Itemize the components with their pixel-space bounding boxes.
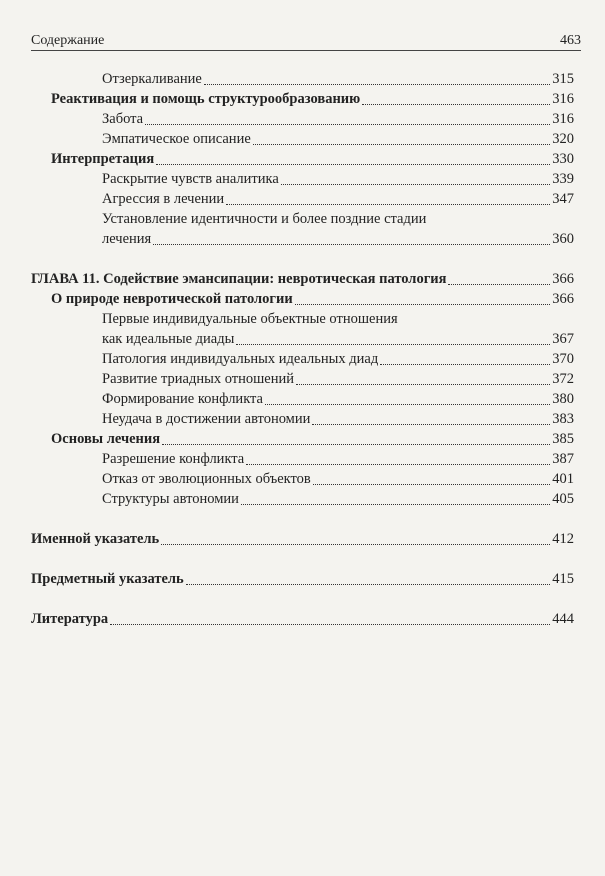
- dot-leader: [312, 424, 550, 425]
- toc-entry-page: 385: [552, 431, 574, 447]
- toc-entry-title: лечения: [102, 231, 152, 247]
- toc-entry-title: Эмпатическое описание: [102, 131, 251, 147]
- toc-entry-title: Патология индивидуальных идеальных диад: [102, 351, 379, 367]
- running-header-title: Содержание: [31, 33, 105, 48]
- dot-leader: [236, 344, 550, 345]
- toc-entry: [0, 530, 574, 550]
- toc-entry: [0, 290, 574, 310]
- toc-entry-page: 401: [552, 471, 574, 487]
- toc-entry-page: 366: [552, 271, 574, 287]
- dot-leader: [186, 584, 551, 585]
- toc-entry-page: 387: [552, 451, 574, 467]
- toc-entry: [0, 270, 574, 290]
- toc-entry: [0, 390, 574, 410]
- toc-entry: [0, 430, 574, 450]
- toc-entry-page: 412: [552, 531, 574, 547]
- dot-leader: [246, 464, 550, 465]
- toc-entry: [0, 110, 574, 130]
- dot-leader: [226, 204, 550, 205]
- toc-entry: [0, 130, 574, 150]
- toc-entry-title: как идеальные диады: [102, 331, 235, 347]
- toc-entry-title: Литература: [31, 611, 109, 627]
- dot-leader: [162, 444, 550, 445]
- toc-entry-page: 320: [552, 131, 574, 147]
- toc-entry-title: Предметный указатель: [31, 571, 184, 587]
- toc-entry-page: 367: [552, 331, 574, 347]
- dot-leader: [295, 304, 551, 305]
- toc-entry-title: Забота: [102, 111, 144, 127]
- running-header: [31, 30, 581, 51]
- toc-entry: [0, 210, 574, 250]
- toc-entry-page: 330: [552, 151, 574, 167]
- toc-entry-page: 315: [552, 71, 574, 87]
- dot-leader: [448, 284, 550, 285]
- toc-entry: [0, 570, 574, 590]
- toc-entry-page: 405: [552, 491, 574, 507]
- toc-entry: [0, 350, 574, 370]
- toc-entry: [0, 190, 574, 210]
- toc-entry-page: 372: [552, 371, 574, 387]
- toc-entry: [0, 150, 574, 170]
- toc-entry-page: 316: [552, 91, 574, 107]
- dot-leader: [296, 384, 550, 385]
- toc-entry-title: Отказ от эволюционных объектов: [102, 471, 311, 487]
- toc-entry-title: ГЛАВА 11. Содействие эмансипации: невротическая патология: [31, 271, 447, 287]
- dot-leader: [153, 244, 550, 245]
- toc-entry-page: 444: [552, 611, 574, 627]
- toc-entry-title: Основы лечения: [51, 431, 161, 447]
- toc-entry-title: Агрессия в лечении: [102, 191, 225, 207]
- dot-leader: [380, 364, 550, 365]
- toc-entry-title: О природе невротической патологии: [51, 291, 293, 307]
- dot-leader: [362, 104, 550, 105]
- toc-entry-title: Развитие триадных отношений: [102, 371, 294, 387]
- toc-entry: [0, 450, 574, 470]
- toc-entry-page: 366: [552, 291, 574, 307]
- dot-leader: [145, 124, 550, 125]
- toc-entry-title: Реактивация и помощь структурообразованию: [51, 91, 361, 107]
- toc-entry: [0, 490, 574, 510]
- dot-leader: [161, 544, 550, 545]
- toc-entry-title-line: Первые индивидуальные объектные отношения: [102, 311, 398, 327]
- toc-entry-title: Именной указатель: [31, 531, 160, 547]
- toc-entry: [0, 410, 574, 430]
- toc-entry-page: 370: [552, 351, 574, 367]
- dot-leader: [313, 484, 551, 485]
- toc-entry-title: Структуры автономии: [102, 491, 239, 507]
- toc-entry-page: 339: [552, 171, 574, 187]
- dot-leader: [253, 144, 550, 145]
- toc-entry-title-line: Установление идентичности и более поздние стадии: [102, 211, 427, 227]
- toc-entry: [0, 90, 574, 110]
- toc-entry-title: Формирование конфликта: [102, 391, 263, 407]
- dot-leader: [281, 184, 550, 185]
- toc-entry-page: 316: [552, 111, 574, 127]
- toc-entry-title: Неудача в достижении автономии: [102, 411, 311, 427]
- dot-leader: [265, 404, 550, 405]
- toc-entry-title: Разрешение конфликта: [102, 451, 245, 467]
- toc-entry: [0, 70, 574, 90]
- toc-entry: [0, 470, 574, 490]
- toc-entry-title: Интерпретация: [51, 151, 155, 167]
- page-number: 463: [560, 33, 581, 48]
- dot-leader: [156, 164, 550, 165]
- toc-entry: [0, 310, 574, 350]
- toc-entry: [0, 170, 574, 190]
- toc-entry-title: Раскрытие чувств аналитика: [102, 171, 279, 187]
- dot-leader: [204, 84, 550, 85]
- toc-entry-page: 380: [552, 391, 574, 407]
- toc-entry-page: 383: [552, 411, 574, 427]
- toc-entry-page: 347: [552, 191, 574, 207]
- dot-leader: [110, 624, 550, 625]
- toc-entry: [0, 610, 574, 630]
- toc-entry-page: 360: [552, 231, 574, 247]
- toc-entry-page: 415: [552, 571, 574, 587]
- toc-entry: [0, 370, 574, 390]
- toc-entry-title: Отзеркаливание: [102, 71, 202, 87]
- dot-leader: [241, 504, 550, 505]
